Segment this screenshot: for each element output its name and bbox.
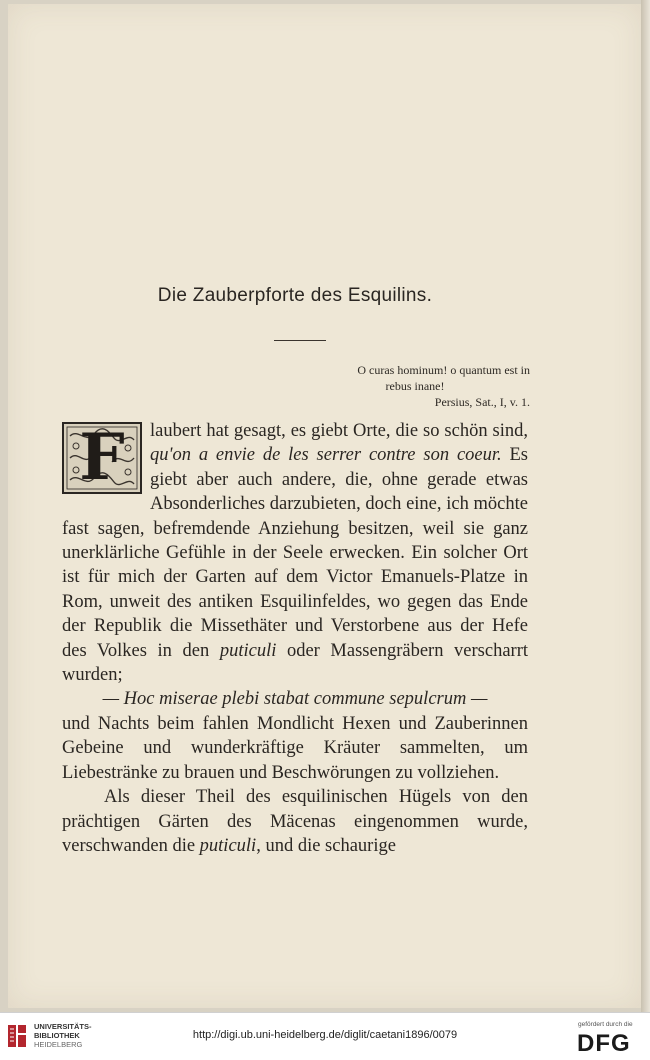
epigraph-source: Persius, Sat., I, v. 1. xyxy=(434,395,530,409)
paragraph-1 xyxy=(62,419,528,687)
library-name-line-1: UNIVERSITÄTS- xyxy=(34,1022,92,1031)
funding-caption: gefördert durch die xyxy=(578,1021,633,1028)
page-edge xyxy=(641,0,650,1012)
paragraph-3-text-b: , und die schaurige xyxy=(256,835,396,856)
viewer-footer xyxy=(0,1012,650,1060)
title-rule xyxy=(274,340,326,341)
quote-dash-left: — xyxy=(102,689,120,710)
term-puticuli-2: puticuli xyxy=(199,835,257,856)
epigraph-line-1: O curas hominum! o quantum est in xyxy=(357,363,530,377)
library-name-line-2: BIBLIOTHEK xyxy=(34,1031,80,1040)
epigraph xyxy=(300,362,530,410)
term-puticuli: puticuli xyxy=(219,640,277,661)
dfg-logo[interactable]: DFG xyxy=(577,1030,631,1057)
paragraph-1-text-a: laubert hat gesagt, es giebt Orte, die so schön sind, xyxy=(150,421,528,441)
epigraph-line-2: rebus inane! xyxy=(385,379,445,393)
paragraph-1-text-c: oder Massengräbern verscharrt wurden; xyxy=(62,640,528,686)
paragraph-3-text-a: Als dieser Theil des esquilinischen Hügels von den prächtigen Gärten des Mäcenas eingenommen wurde, verschwanden die xyxy=(62,787,528,856)
latin-quote-text: Hoc miserae plebi stabat commune sepulcrum xyxy=(123,689,467,710)
paragraph-1-text-b: Es giebt aber auch andere, die, ohne gerade etwas Absonderliches darzubieten, doch eine, ich möchte fast sagen, befremdende Anziehung besitzen, weil sie ganz unerklärliche Gefühle in der Seele erwecken. Ein solcher Ort ist für mich der Garten auf dem Victor Emanuels-Platze in Rom, unweit des antiken Esquilinfeldes, wo gegen das Ende der Republik die Missethäter und Verstorbene aus der Hefe des Volkes in den xyxy=(62,445,529,661)
paragraph-3 xyxy=(62,785,528,858)
latin-quote xyxy=(62,687,528,711)
quote-dash-right: — xyxy=(470,689,488,710)
french-quote: qu'on a envie de les serrer contre son coeur. xyxy=(150,445,502,466)
body-text xyxy=(62,419,528,858)
library-name-line-3: HEIDELBERG xyxy=(34,1040,83,1049)
drop-cap-initial xyxy=(62,422,142,494)
drop-cap-letter: F xyxy=(79,420,125,495)
permalink-url[interactable]: http://digi.ub.uni-heidelberg.de/diglit/caetani1896/0079 xyxy=(192,1029,458,1041)
paragraph-2: und Nachts beim fahlen Mondlicht Hexen und Zauberinnen Gebeine und wunderkräftige Kräuter sammelten, um Liebestränke zu brauen und Beschwörungen zu vollziehen. xyxy=(62,713,528,783)
chapter-title: Die Zauberpforte des Esquilins. xyxy=(157,285,433,306)
